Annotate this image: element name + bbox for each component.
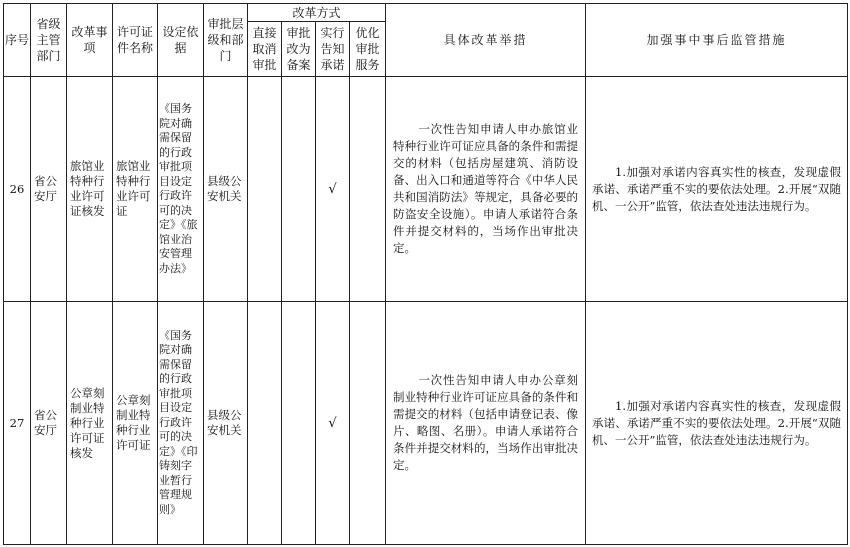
row-supervision: 1.加强对承诺内容真实性的核查，发现虚假承诺、承诺严重不实的要依法处理。2.开展“双随机、一公开”监管，依法查处违法违规行为。 xyxy=(586,77,848,302)
row-level: 县级公安机关 xyxy=(204,77,248,302)
row-optimize xyxy=(350,77,386,302)
row-license: 公章刻制业特种行业许可证 xyxy=(113,302,158,545)
header-license: 许可证件名称 xyxy=(113,4,158,77)
row-seq: 27 xyxy=(4,302,31,545)
header-supervision: 加强事中事后监管措施 xyxy=(586,4,848,77)
header-commit: 实行告知承诺 xyxy=(316,22,350,77)
header-filing: 审批改为备案 xyxy=(282,22,316,77)
header-measures: 具体改革举措 xyxy=(386,4,586,77)
header-item: 改革事项 xyxy=(67,4,113,77)
row-basis: 《国务院对确需保留的行政审批项目设定行政许可的决定》《旅馆业治安管理办法》 xyxy=(158,77,204,302)
row-seq: 26 xyxy=(4,77,31,302)
header-level: 审批层级和部门 xyxy=(204,4,248,77)
header-optimize: 优化审批服务 xyxy=(350,22,386,77)
header-seq: 序号 xyxy=(4,4,31,77)
row-level: 县级公安机关 xyxy=(204,302,248,545)
row-license: 旅馆业特种行业许可证 xyxy=(113,77,158,302)
header-cancel: 直接取消审批 xyxy=(248,22,282,77)
reform-table xyxy=(3,3,848,545)
row-filing xyxy=(282,77,316,302)
header-reform-group: 改革方式 xyxy=(248,4,386,22)
header-row-1 xyxy=(4,4,848,22)
header-dept: 省级主管部门 xyxy=(31,4,67,77)
row-item: 旅馆业特种行业许可证核发 xyxy=(67,77,113,302)
row-cancel xyxy=(248,302,282,545)
row-commit-check: √ xyxy=(316,77,350,302)
table-row xyxy=(4,302,848,545)
row-item: 公章刻制业特种行业许可证核发 xyxy=(67,302,113,545)
row-filing xyxy=(282,302,316,545)
row-measures: 一次性告知申请人申办公章刻制业特种行业许可证应具备的条件和需提交的材料（包括申请登记表、像片、略图、名册）。申请人承诺符合条件并提交材料的，当场作出审批决定。 xyxy=(386,302,586,545)
row-cancel xyxy=(248,77,282,302)
row-supervision: 1.加强对承诺内容真实性的核查，发现虚假承诺、承诺严重不实的要依法处理。2.开展“双随机、一公开”监管，依法查处违法违规行为。 xyxy=(586,302,848,545)
row-commit-check: √ xyxy=(316,302,350,545)
row-dept: 省公安厅 xyxy=(31,77,67,302)
row-measures: 一次性告知申请人申办旅馆业特种行业许可证应具备的条件和需提交的材料（包括房屋建筑、消防设备、出入口和通道等符合《中华人民共和国消防法》等规定，具备必要的防盗安全设施）。申请人承诺符合条件并提交材料的，当场作出审批决定。 xyxy=(386,77,586,302)
row-optimize xyxy=(350,302,386,545)
table-row xyxy=(4,77,848,302)
header-basis: 设定依据 xyxy=(158,4,204,77)
row-dept: 省公安厅 xyxy=(31,302,67,545)
row-basis: 《国务院对确需保留的行政审批项目设定行政许可的决定》《印铸刻字业暂行管理规则》 xyxy=(158,302,204,545)
